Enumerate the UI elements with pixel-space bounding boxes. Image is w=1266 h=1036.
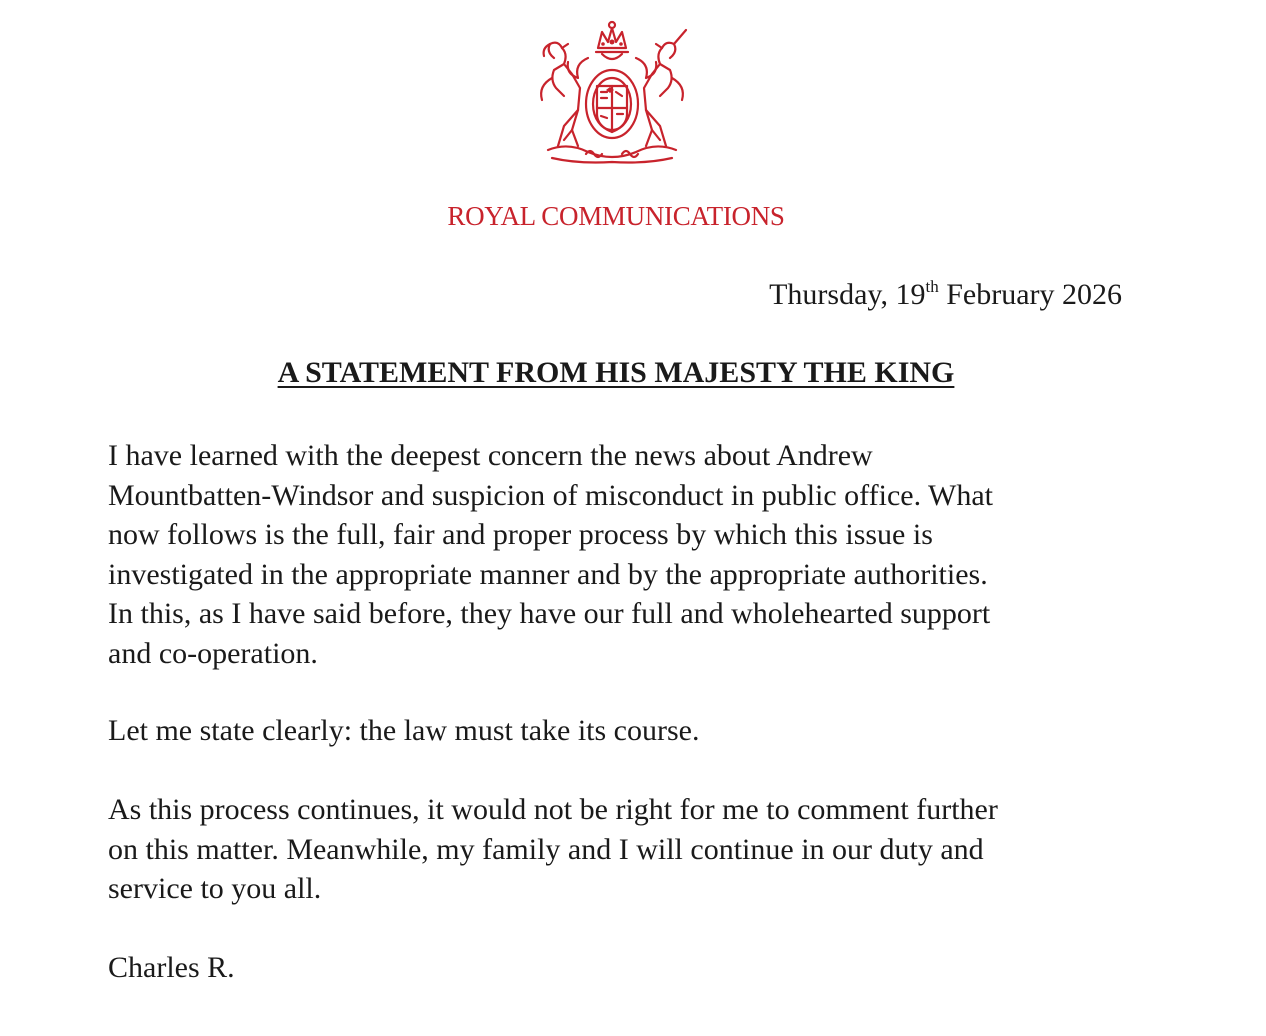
paragraph-line: on this matter. Meanwhile, my family and I will continue in our duty and bbox=[108, 832, 984, 866]
statement-heading-text: A STATEMENT FROM HIS MAJESTY THE KING bbox=[277, 356, 955, 389]
office-name: ROYAL COMMUNICATIONS bbox=[447, 201, 785, 231]
paragraph-line: now follows is the full, fair and proper process by which this issue is bbox=[108, 518, 933, 551]
statement-heading bbox=[0, 356, 1232, 390]
paragraph-line: service to you all. bbox=[108, 872, 322, 905]
signature: Charles R. bbox=[108, 951, 235, 984]
date-month-year: February 2026 bbox=[938, 278, 1122, 311]
date-ordinal-suffix: th bbox=[925, 277, 939, 296]
paragraph-line: Mountbatten-Windsor and suspicion of misconduct in public office. What bbox=[108, 478, 994, 512]
paragraph-line: Let me state clearly: the law must take its course. bbox=[108, 714, 700, 747]
paragraph-line: In this, as I have said before, they have our full and wholehearted support bbox=[108, 597, 991, 630]
paragraph-line: and co-operation. bbox=[108, 636, 318, 670]
statement-date bbox=[769, 278, 1122, 312]
date-weekday: Thursday, 19 bbox=[769, 278, 926, 311]
paragraph-line: As this process continues, it would not be right for me to comment further bbox=[108, 793, 998, 826]
paragraph-1 bbox=[108, 436, 993, 673]
paragraph-3 bbox=[108, 790, 998, 909]
paragraph-line: investigated in the appropriate manner and by the appropriate authorities. bbox=[108, 557, 988, 591]
paragraph-line: I have learned with the deepest concern the news about Andrew bbox=[108, 439, 873, 472]
royal-coat-of-arms-icon bbox=[528, 18, 696, 168]
paragraph-2 bbox=[108, 711, 699, 751]
